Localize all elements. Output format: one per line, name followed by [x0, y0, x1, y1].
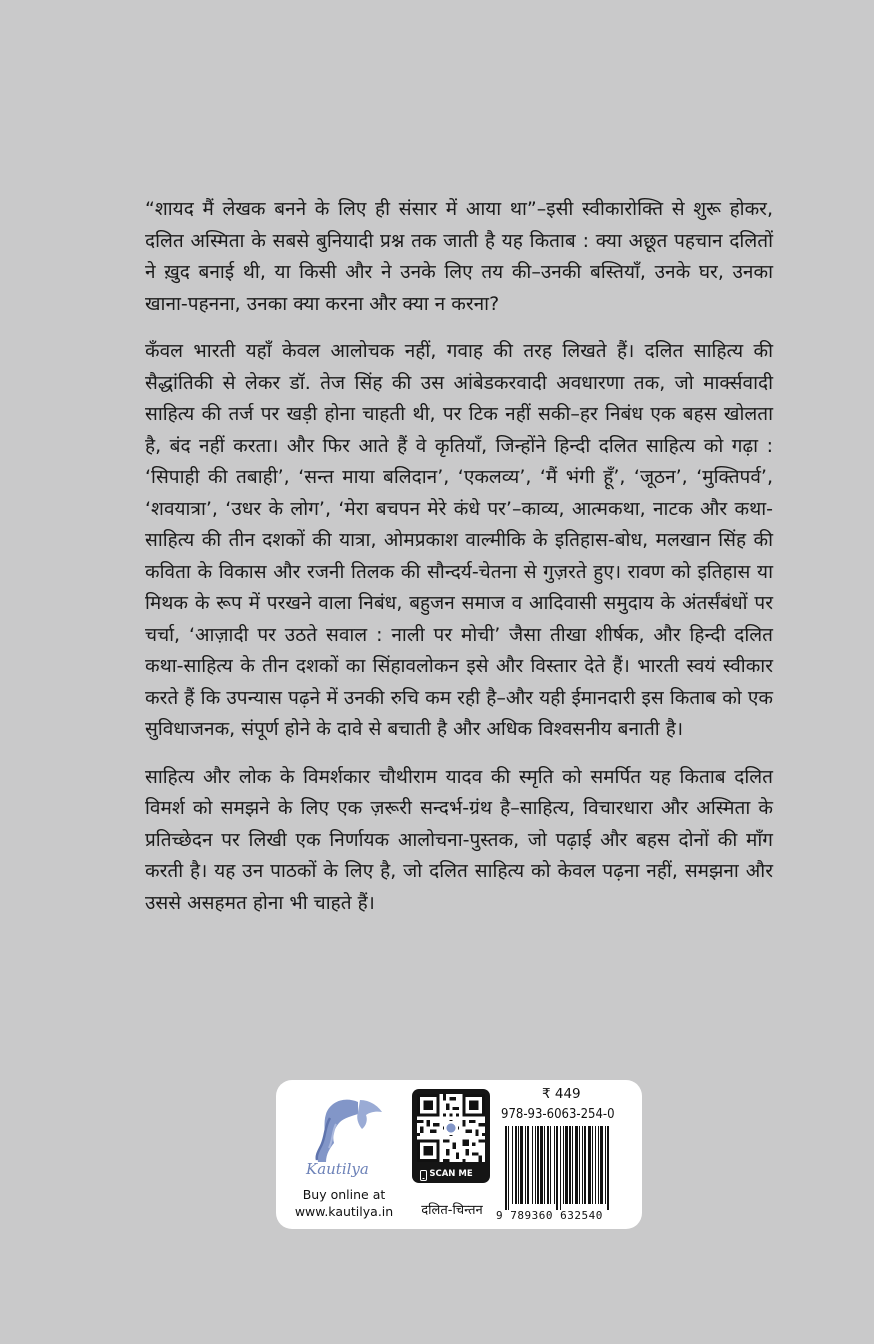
qr-code-box[interactable] — [412, 1089, 490, 1183]
blurb-paragraph-1: “शायद मैं लेखक बनने के लिए ही संसार में आया था”–इसी स्वीकारोक्ति से शुरू होकर, दलित अस्मिता के सबसे बुनियादी प्रश्न तक जाती है यह किताब : क्या अछूत पहचान दलितों ने ख़ुद बनाई थी, या किसी और ने उनके लिए तय की–उनकी बस्तियाँ, उनके घर, उनका खाना-पहनना, उनका क्या करना और क्या न करना? — [145, 198, 773, 315]
qr-code-icon — [417, 1094, 485, 1162]
price-label: ₹ 449 — [542, 1086, 581, 1102]
publisher-panel — [276, 1080, 642, 1229]
publisher-website-link[interactable]: www.kautilya.in — [294, 1204, 394, 1219]
blurb-paragraph-3: साहित्य और लोक के विमर्शकार चौथीराम यादव की स्मृति को समर्पित यह किताब दलित विमर्श को समझने के लिए एक ज़रूरी सन्दर्भ-ग्रंथ है–साहित्य, विचारधारा और अस्मिता के प्रतिच्छेदन पर लिखी एक निर्णायक आलोचना-पुस्तक, जो पढ़ाई और बहस दोनों की माँग करती है। यह उन पाठकों के लिए है, जो दलित साहित्य को केवल पढ़ना नहीं, समझना और उससे असहमत होना भी चाहते हैं। — [145, 765, 773, 914]
barcode-digits: 9 789360 632540 — [496, 1209, 603, 1222]
buy-online-text — [286, 1186, 402, 1220]
buy-online-line: Buy online at — [302, 1187, 386, 1202]
blurb-paragraph-2: कँवल भारती यहाँ केवल आलोचक नहीं, गवाह की तरह लिखते हैं। दलित साहित्य की सैद्धांतिकी से लेकर डॉ. तेज सिंह की उस आंबेडकरवादी अवधारणा तक, जो मार्क्सवादी साहित्य की तर्ज पर खड़ी होना चाहती थी, पर टिक नहीं सकी–हर निबंध एक बहस खोलता है, बंद नहीं करता। और फिर आते हैं वे कृतियाँ, जिन्होंने हिन्दी दलित साहित्य को गढ़ा : ‘सिपाही की तबाही’, ‘सन्त माया बलिदान’, ‘एकलव्य’, ‘मैं भंगी हूँ’, ‘जूठन’, ‘मुक्तिपर्व’, ‘शवयात्रा’, ‘उधर के लोग’, ‘मेरा बचपन मेरे कंधे पर’–काव्य, आत्मकथा, नाटक और कथा-साहित्य की तीन दशकों की यात्रा, ओमप्रकाश वाल्मीकि के इतिहास-बोध, मलखान सिंह की कविता के विकास और रजनी तिलक की सौन्दर्य-चेतना से गुज़रते हुए। रावण को इतिहास या मिथक के रूप में परखने वाला निबंध, बहुजन समाज व आदिवासी समुदाय के अंतर्संबंधों पर चर्चा, ‘आज़ादी पर उठते सवाल : नाली पर मोची’ जैसा तीखा शीर्षक, और हिन्दी दलित कथा-साहित्य के तीन दशकों का सिंहावलोकन इसे और विस्तार देते हैं। भारती स्वयं स्वीकार करते हैं कि उपन्यास पढ़ने में उनकी रुचि कम रही है–और यही ईमानदारी इस किताब को एक सुविधाजनक, संपूर्ण होने के दावे से बचाती है और अधिक विश्वसनीय बनाती है। — [145, 340, 773, 740]
blurb-text — [145, 194, 773, 935]
isbn-label: 978-93-6063-254-0 — [501, 1107, 615, 1122]
publisher-logo-text: Kautilya — [306, 1160, 369, 1178]
scan-me-label: SCAN ME — [429, 1169, 473, 1179]
barcode-icon — [503, 1126, 637, 1210]
category-label: दलित-चिन्तन — [421, 1203, 483, 1218]
